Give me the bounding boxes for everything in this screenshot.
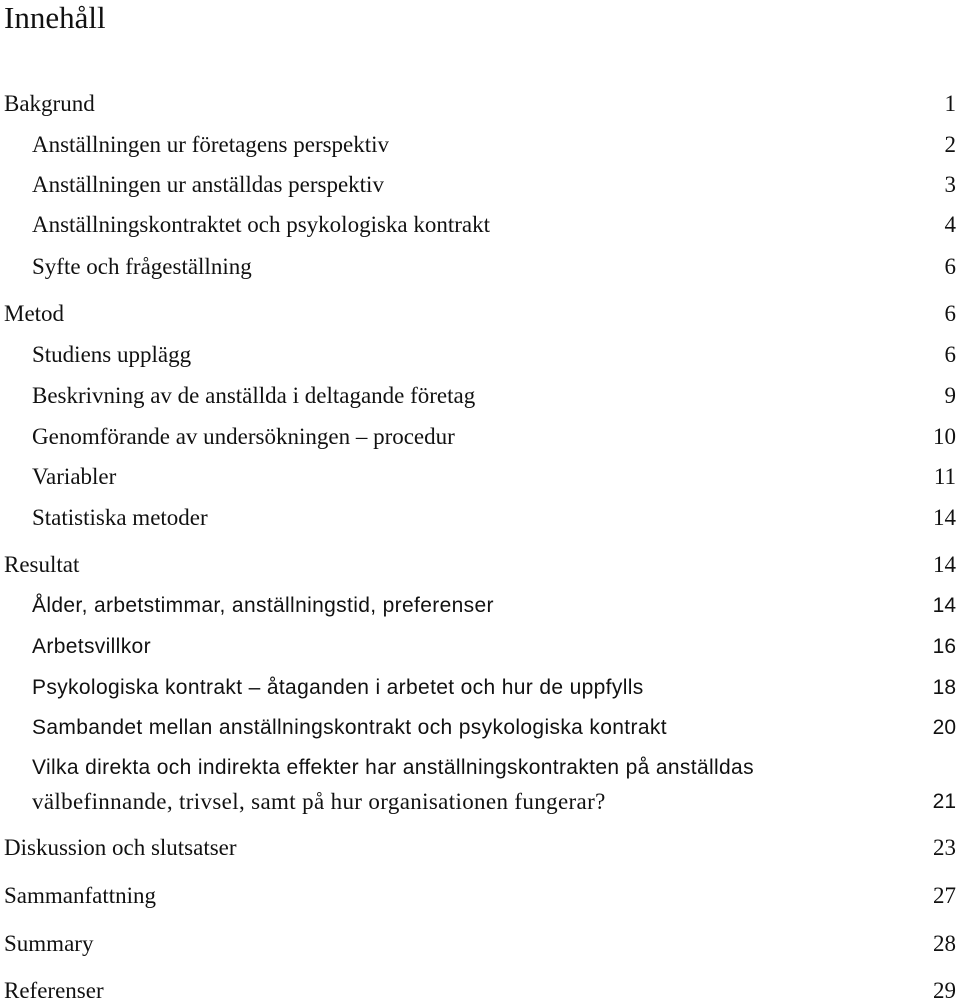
page-title: Innehåll xyxy=(4,0,106,35)
toc-entry-label: Variabler xyxy=(32,464,117,489)
toc-entry-page: 29 xyxy=(933,978,956,1003)
toc-entry-label: Summary xyxy=(4,931,94,956)
toc-entry-label: Referenser xyxy=(4,978,104,1003)
toc-entry-label: Arbetsvillkor xyxy=(32,635,151,658)
toc-entry-page: 6 xyxy=(944,254,956,279)
toc-entry-page: 6 xyxy=(944,342,956,367)
toc-entry-label: Resultat xyxy=(4,552,80,577)
toc-entry-label: Psykologiska kontrakt – åtaganden i arbetet och hur de uppfylls xyxy=(32,676,644,699)
toc-entry-page: 1 xyxy=(944,91,956,116)
toc-entry-label: Anställningen ur anställdas perspektiv xyxy=(32,172,384,197)
toc-entry-label: Beskrivning av de anställda i deltagande företag xyxy=(32,383,476,408)
toc-entry-label: Genomförande av undersökningen – procedur xyxy=(32,424,455,449)
toc-entry-label: Sammanfattning xyxy=(4,883,157,908)
toc-entry-label: Anställningen ur företagens perspektiv xyxy=(32,132,390,157)
toc-entry-label: Ålder, arbetstimmar, anställningstid, preferenser xyxy=(32,594,494,617)
toc-entry-page: 14 xyxy=(932,594,956,617)
toc-entry-label: Metod xyxy=(4,301,65,326)
toc-entry-page: 20 xyxy=(932,716,956,739)
toc-entry-label-line2: välbefinnande, trivsel, samt på hur organisationen fungerar? xyxy=(32,789,606,814)
toc-entry-label: Studiens upplägg xyxy=(32,342,192,367)
toc-entry-page: 3 xyxy=(944,172,956,197)
toc-entry-label: Bakgrund xyxy=(4,91,95,116)
toc-entry-page: 14 xyxy=(933,552,956,577)
toc-entry-page: 23 xyxy=(933,835,956,860)
toc-entry-page: 2 xyxy=(944,132,956,157)
toc-entry-page: 6 xyxy=(944,301,956,326)
toc-entry-page: 11 xyxy=(933,464,956,489)
toc-entry-page: 14 xyxy=(933,505,956,530)
toc-entry-label: Diskussion och slutsatser xyxy=(4,835,237,860)
toc-entry-label: Sambandet mellan anställningskontrakt och psykologiska kontrakt xyxy=(32,716,667,739)
toc-entry-page: 18 xyxy=(932,676,956,699)
toc-entry-page: 9 xyxy=(944,383,956,408)
toc-entry-page: 28 xyxy=(933,931,956,956)
toc-entry-label: Anställningskontraktet och psykologiska kontrakt xyxy=(32,212,491,237)
toc-entry-label: Statistiska metoder xyxy=(32,505,208,530)
toc-entry-page: 10 xyxy=(933,424,956,449)
toc-entry-page: 4 xyxy=(944,212,956,237)
toc-entry-label: Syfte och frågeställning xyxy=(32,254,252,279)
toc-entry-page: 16 xyxy=(932,635,956,658)
toc-entry-page: 27 xyxy=(933,883,956,908)
toc-entry-label-line1: Vilka direkta och indirekta effekter har anställningskontrakten på anställdas xyxy=(32,756,754,779)
toc-entry-page: 21 xyxy=(932,790,956,813)
